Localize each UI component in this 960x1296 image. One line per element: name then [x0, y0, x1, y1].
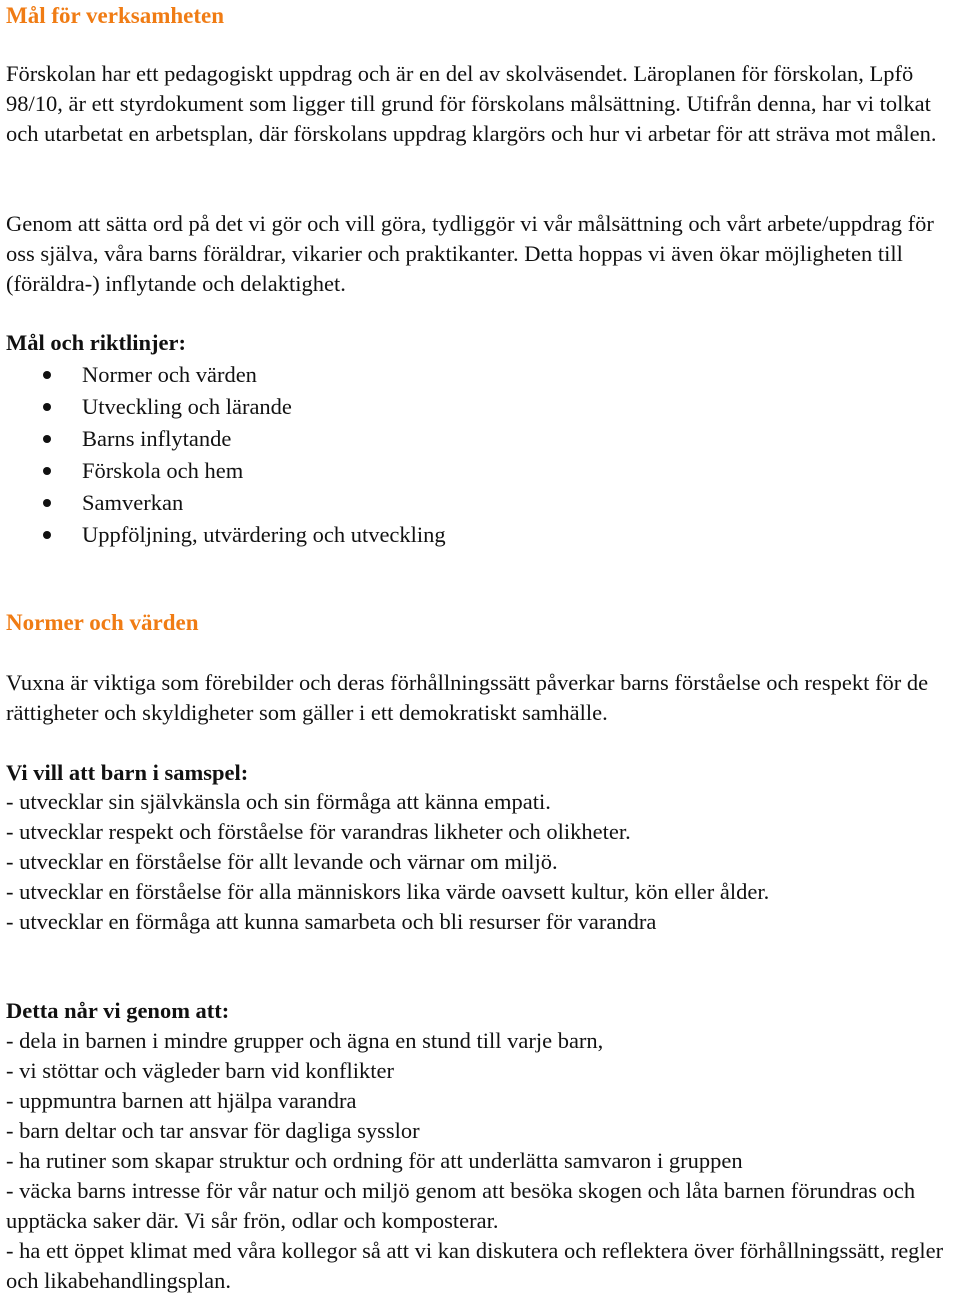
list-item: - ha rutiner som skapar struktur och ordning för att underlätta samvaron i gruppen — [6, 1148, 743, 1173]
list-item — [6, 391, 446, 423]
norms-paragraph: Vuxna är viktiga som förebilder och deras förhållningssätt påverkar barns förståelse och respekt för de rättigheter och skyldigheter som gäller i ett demokratiskt samhälle. — [6, 670, 929, 725]
list-item — [6, 359, 446, 391]
bullet-icon — [43, 467, 51, 475]
interplay-list — [6, 787, 960, 937]
interplay-subheading: Vi vill att barn i samspel: — [6, 760, 249, 785]
goals-subheading: Mål och riktlinjer: — [6, 330, 186, 355]
method-list — [6, 1026, 960, 1296]
list-item: - uppmuntra barnen att hjälpa varandra — [6, 1088, 357, 1113]
list-item: - barn deltar och tar ansvar för dagliga sysslor — [6, 1118, 420, 1143]
intro-paragraph: Förskolan har ett pedagogiskt uppdrag och är en del av skolväsendet. Läroplanen för förskolan, Lpfö 98/10, är ett styrdokument som ligger till grund för förskolans målsättning. Utifrån denna, har vi tolkat och utarbetat en arbetsplan, där förskolans uppdrag klargörs och hur vi arbetar för att sträva mot målen. — [6, 61, 937, 146]
bullet-icon — [43, 403, 51, 411]
goals-list — [6, 359, 446, 551]
bullet-icon — [43, 531, 51, 539]
purpose-paragraph: Genom att sätta ord på det vi gör och vill göra, tydliggör vi vår målsättning och vårt arbete/uppdrag för oss själva, våra barns föräldrar, vikarier och praktikanter. Detta hoppas vi även ökar möjligheten till (föräldra-) inflytande och delaktighet. — [6, 211, 934, 296]
section-heading-goals: Mål för verksamheten — [6, 3, 225, 28]
bullet-icon — [43, 435, 51, 443]
goal-label: Uppföljning, utvärdering och utveckling — [82, 522, 446, 547]
list-item — [6, 455, 446, 487]
goal-label: Utveckling och lärande — [82, 394, 292, 419]
list-item: - dela in barnen i mindre grupper och ägna en stund till varje barn, — [6, 1028, 604, 1053]
list-item: - vi stöttar och vägleder barn vid konflikter — [6, 1058, 395, 1083]
list-item — [6, 487, 446, 519]
list-item — [6, 423, 446, 455]
bullet-icon — [43, 371, 51, 379]
method-subheading: Detta når vi genom att: — [6, 998, 230, 1023]
goal-label: Förskola och hem — [82, 458, 244, 483]
section-heading-norms: Normer och värden — [6, 610, 199, 635]
list-item: - utvecklar en förmåga att kunna samarbeta och bli resurser för varandra — [6, 909, 657, 934]
list-item: - väcka barns intresse för vår natur och miljö genom att besöka skogen och låta barnen förundras och upptäcka saker där. Vi sår frön, odlar och komposterar. — [6, 1178, 916, 1233]
list-item: - utvecklar en förståelse för allt levande och värnar om miljö. — [6, 849, 558, 874]
goal-label: Samverkan — [82, 490, 184, 515]
list-item: - utvecklar en förståelse för alla människors lika värde oavsett kultur, kön eller ålder. — [6, 879, 770, 904]
goal-label: Barns inflytande — [82, 426, 232, 451]
bullet-icon — [43, 499, 51, 507]
list-item: - ha ett öppet klimat med våra kollegor så att vi kan diskutera och reflektera över förhållningssätt, regler och likabehandlingsplan. — [6, 1238, 944, 1293]
list-item — [6, 519, 446, 551]
list-item: - utvecklar respekt och förståelse för varandras likheter och olikheter. — [6, 819, 631, 844]
list-item: - utvecklar sin självkänsla och sin förmåga att känna empati. — [6, 789, 551, 814]
goal-label: Normer och värden — [82, 362, 257, 387]
